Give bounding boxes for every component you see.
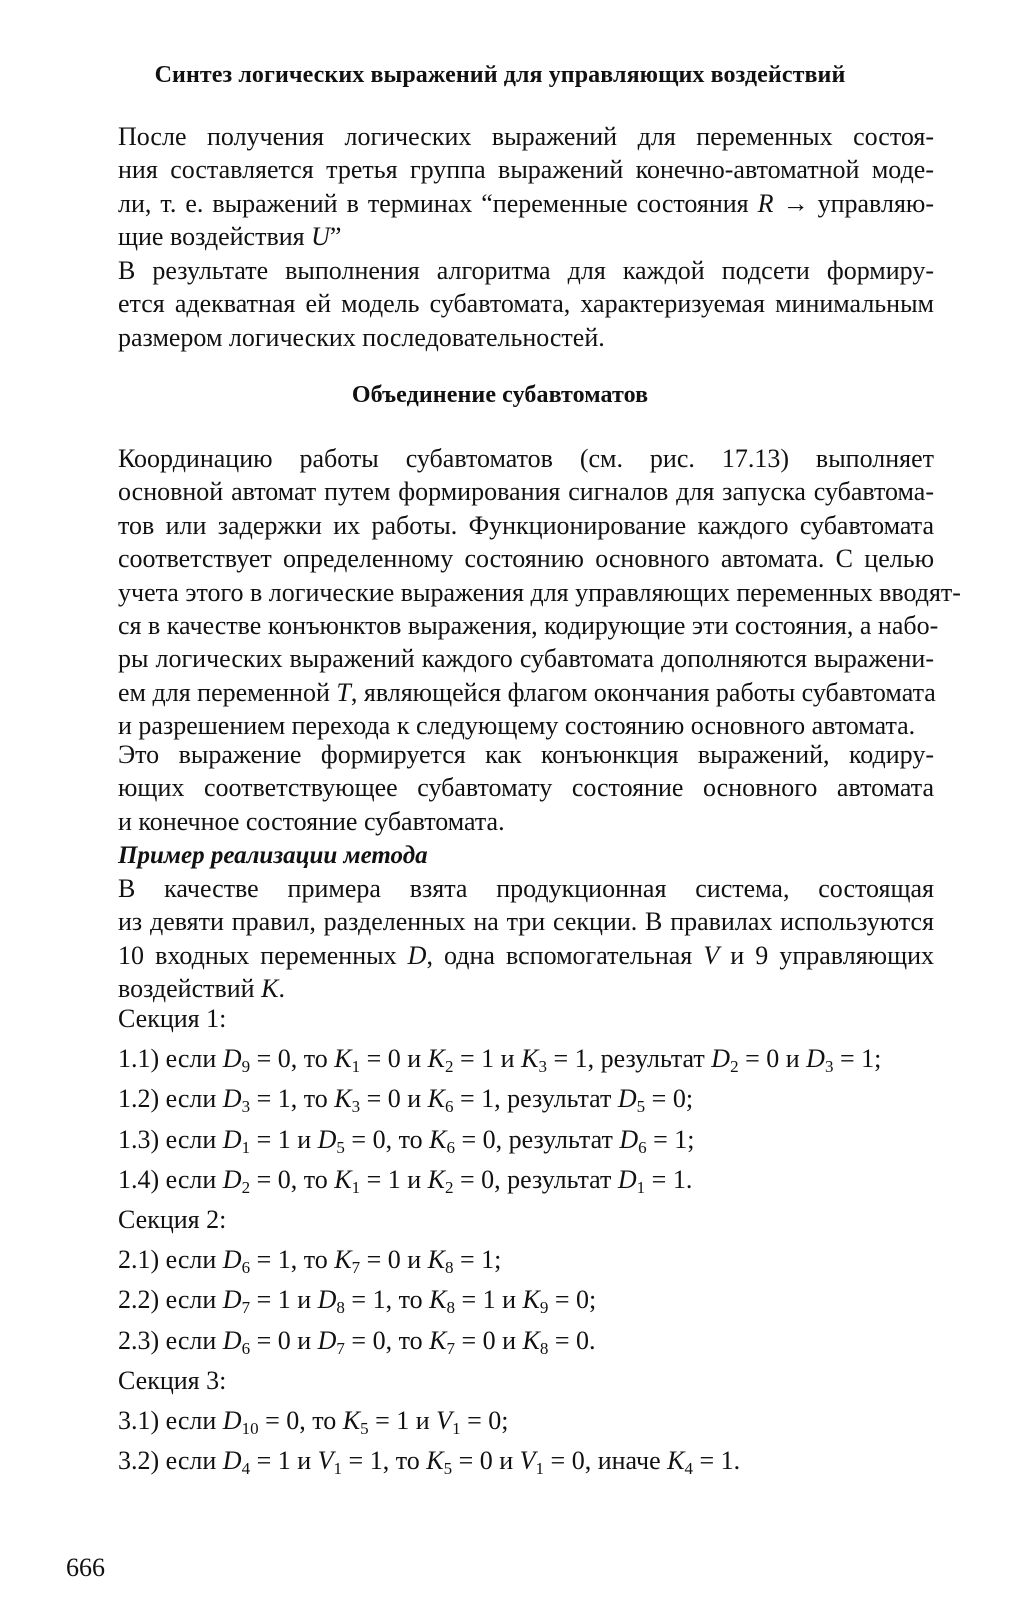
- text-line: После получения логических выражений для переменных состоя-: [118, 122, 934, 151]
- text-line: учета этого в логические выражения для управляющих переменных вводят-: [118, 577, 961, 607]
- text-line: щие воздействия U”: [118, 222, 342, 252]
- text-line: тов или задержки их работы. Функционирование каждого субавтомата: [118, 510, 934, 540]
- rule-3-1: 3.1) если $D_{10} = 0$, то $K_5 = 1$ и $V_1 = 0$;: [118, 1406, 509, 1438]
- text-line: и конечное состояние субавтомата.: [118, 806, 505, 836]
- rule-3-2: 3.2) если $D_4 = 1$ и $V_1 = 1$, то $K_5 = 0$ и $V_1 = 0$, иначе $K_4 = 1$.: [118, 1446, 741, 1478]
- text-line: ющих соответствующее субавтомату состояние основного автомата: [118, 773, 934, 803]
- text-line: 10 входных переменных D, одна вспомогательная V и 9 управляющих: [118, 940, 935, 970]
- section-label-3: Секция 3:: [118, 1366, 227, 1395]
- page-number: 666: [66, 1553, 105, 1582]
- section-label-1: Секция 1:: [118, 1004, 227, 1033]
- text-line: и разрешением перехода к следующему состоянию основного автомата.: [118, 711, 916, 741]
- text-line: воздействий K.: [118, 974, 285, 1004]
- text-line: соответствует определенному состоянию основного автомата. С целью: [118, 544, 934, 574]
- rule-1-3: 1.3) если $D_1 = 1$ и $D_5 = 0$, то $K_6 = 0$, результат $D_6 = 1$;: [118, 1125, 695, 1157]
- paragraph-conjunction: [66, 738, 934, 838]
- example-title: Пример реализации метода: [118, 842, 428, 869]
- section-heading-synthesis: Синтез логических выражений для управляющих воздействий: [154, 62, 846, 88]
- rule-2-1: 2.1) если $D_6 = 1$, то $K_7 = 0$ и $K_8 = 1$;: [118, 1245, 502, 1277]
- paragraph-state-variables: [66, 120, 934, 254]
- text-line: ется адекватная ей модель субавтомата, характеризуемая минимальным: [118, 289, 934, 319]
- text-line: В результате выполнения алгоритма для каждой подсети формиру-: [118, 256, 934, 285]
- section-label-2: Секция 2:: [118, 1205, 227, 1234]
- text-line: размером логических последовательностей.: [118, 322, 605, 352]
- text-line: основной автомат путем формирования сигналов для запуска субавтома-: [118, 477, 934, 507]
- text-line: ли, т. е. выражений в терминах “переменные состояния R → управляю-: [118, 188, 934, 218]
- text-line: В качестве примера взята продукционная система, состоящая: [118, 874, 934, 903]
- paragraph-subautomaton-model: [66, 254, 934, 354]
- paragraph-example: [66, 872, 934, 1006]
- rule-1-2: 1.2) если $D_3 = 1$, то $K_3 = 0$ и $K_6 = 1$, результат $D_5 = 0$;: [118, 1084, 694, 1116]
- text-line: из девяти правил, разделенных на три секции. В правилах используются: [118, 907, 934, 937]
- text-line: ния составляется третья группа выражений конечно-автоматной моде-: [118, 155, 934, 185]
- paragraph-coordination: [66, 442, 961, 743]
- rule-1-4: 1.4) если $D_2 = 0$, то $K_1 = 1$ и $K_2 = 0$, результат $D_1 = 1$.: [118, 1165, 693, 1197]
- rule-2-3: 2.3) если $D_6 = 0$ и $D_7 = 0$, то $K_7 = 0$ и $K_8 = 0$.: [118, 1326, 596, 1358]
- text-line: Координацию работы субавтоматов (см. рис. 17.13) выполняет: [118, 444, 934, 473]
- section-heading-merge: Объединение субавтоматов: [351, 382, 649, 408]
- text-line: Это выражение формируется как конъюнкция выражений, кодиру-: [118, 740, 934, 769]
- text-line: ры логических выражений каждого субавтомата дополняются выражени-: [118, 644, 934, 674]
- text-line: ем для переменной T, являющейся флагом окончания работы субавтомата: [118, 677, 936, 707]
- rule-1-1: 1.1) если $D_9 = 0$, то $K_1 = 0$ и $K_2 = 1$ и $K_3 = 1$, результат $D_2 = 0$ и $D_3 = 1$;: [118, 1044, 882, 1076]
- rule-2-2: 2.2) если $D_7 = 1$ и $D_8 = 1$, то $K_8 = 1$ и $K_9 = 0$;: [118, 1285, 597, 1317]
- text-line: ся в качестве конъюнктов выражения, кодирующие эти состояния, а набо-: [118, 611, 939, 641]
